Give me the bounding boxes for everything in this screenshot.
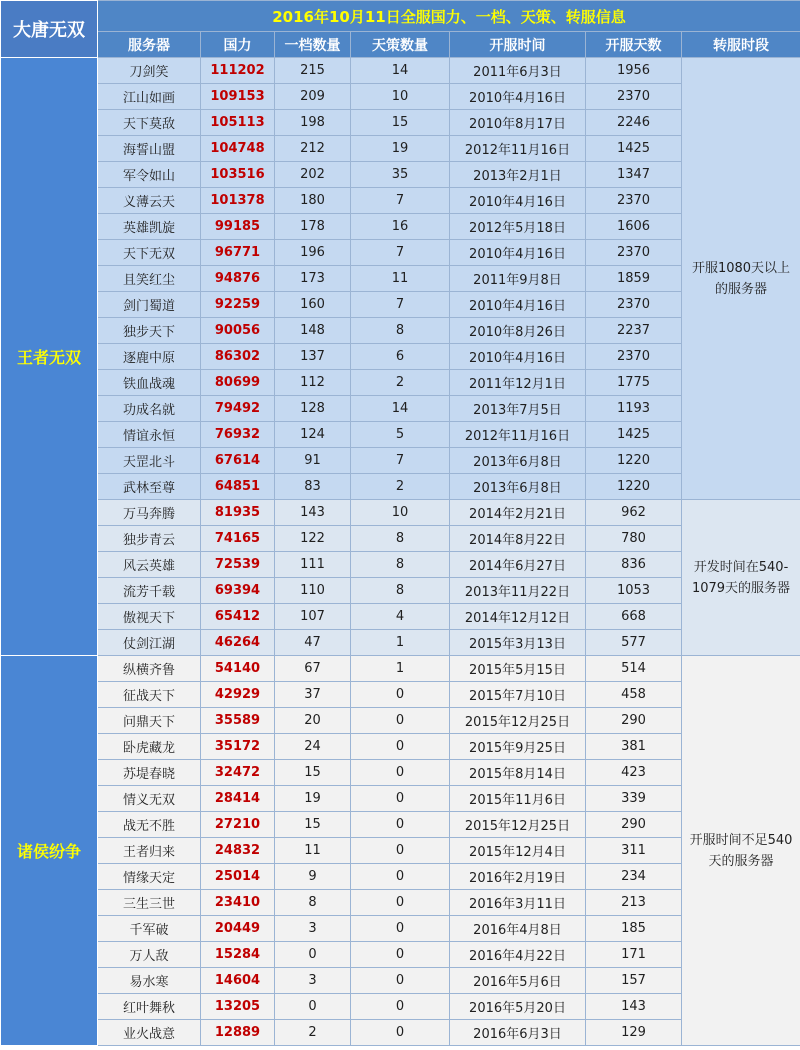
server-name-cell: 且笑红尘 <box>98 266 201 292</box>
tier1-count-cell: 3 <box>275 916 351 942</box>
open-date-cell: 2014年8月22日 <box>450 526 586 552</box>
tier1-count-cell: 0 <box>275 942 351 968</box>
tier1-count-cell: 215 <box>275 58 351 84</box>
server-name-cell: 义薄云天 <box>98 188 201 214</box>
power-cell: 65412 <box>201 604 275 630</box>
tiance-count-cell: 2 <box>351 370 450 396</box>
open-days-cell: 129 <box>586 1020 682 1046</box>
server-name-cell: 逐鹿中原 <box>98 344 201 370</box>
table-row <box>1 630 800 656</box>
power-cell: 35589 <box>201 708 275 734</box>
table-row <box>1 110 800 136</box>
open-days-cell: 213 <box>586 890 682 916</box>
tier1-count-cell: 11 <box>275 838 351 864</box>
tier1-count-cell: 91 <box>275 448 351 474</box>
title-row <box>1 1 800 32</box>
open-days-cell: 1193 <box>586 396 682 422</box>
tiance-count-cell: 2 <box>351 474 450 500</box>
open-date-cell: 2016年5月20日 <box>450 994 586 1020</box>
server-name-cell: 天下莫敌 <box>98 110 201 136</box>
open-date-cell: 2010年4月16日 <box>450 344 586 370</box>
tiance-count-cell: 14 <box>351 396 450 422</box>
server-name-cell: 情义无双 <box>98 786 201 812</box>
tiance-count-cell: 8 <box>351 578 450 604</box>
header-row <box>1 32 800 58</box>
tier1-count-cell: 67 <box>275 656 351 682</box>
open-days-cell: 1425 <box>586 422 682 448</box>
tiance-count-cell: 0 <box>351 838 450 864</box>
server-name-cell: 千军破 <box>98 916 201 942</box>
tiance-count-cell: 0 <box>351 942 450 968</box>
tiance-count-cell: 0 <box>351 682 450 708</box>
tier1-count-cell: 15 <box>275 812 351 838</box>
power-cell: 72539 <box>201 552 275 578</box>
power-cell: 69394 <box>201 578 275 604</box>
power-cell: 24832 <box>201 838 275 864</box>
power-cell: 23410 <box>201 890 275 916</box>
table-row <box>1 1020 800 1046</box>
tiance-count-cell: 0 <box>351 994 450 1020</box>
open-date-cell: 2013年11月22日 <box>450 578 586 604</box>
power-cell: 25014 <box>201 864 275 890</box>
power-cell: 46264 <box>201 630 275 656</box>
server-name-cell: 傲视天下 <box>98 604 201 630</box>
tier1-count-cell: 24 <box>275 734 351 760</box>
server-name-cell: 业火战意 <box>98 1020 201 1046</box>
open-date-cell: 2016年2月19日 <box>450 864 586 890</box>
open-date-cell: 2015年11月6日 <box>450 786 586 812</box>
tier1-count-cell: 122 <box>275 526 351 552</box>
tiance-count-cell: 0 <box>351 734 450 760</box>
open-days-cell: 836 <box>586 552 682 578</box>
tier1-count-cell: 3 <box>275 968 351 994</box>
open-days-cell: 458 <box>586 682 682 708</box>
tiance-count-cell: 7 <box>351 292 450 318</box>
tier1-count-cell: 2 <box>275 1020 351 1046</box>
open-days-cell: 339 <box>586 786 682 812</box>
header-tiance-count: 天策数量 <box>351 32 450 58</box>
table-row <box>1 994 800 1020</box>
server-name-cell: 苏堤春晓 <box>98 760 201 786</box>
open-date-cell: 2015年7月10日 <box>450 682 586 708</box>
open-date-cell: 2015年12月4日 <box>450 838 586 864</box>
tiance-count-cell: 0 <box>351 760 450 786</box>
transfer-period-cell: 开服时间不足540天的服务器 <box>682 656 800 1046</box>
power-cell: 12889 <box>201 1020 275 1046</box>
power-cell: 76932 <box>201 422 275 448</box>
tier1-count-cell: 0 <box>275 994 351 1020</box>
open-days-cell: 185 <box>586 916 682 942</box>
tiance-count-cell: 0 <box>351 890 450 916</box>
tier1-count-cell: 128 <box>275 396 351 422</box>
server-name-cell: 情缘天定 <box>98 864 201 890</box>
open-days-cell: 668 <box>586 604 682 630</box>
server-name-cell: 战无不胜 <box>98 812 201 838</box>
table-row <box>1 136 800 162</box>
server-name-cell: 征战天下 <box>98 682 201 708</box>
table-row <box>1 812 800 838</box>
power-cell: 86302 <box>201 344 275 370</box>
table-row <box>1 656 800 682</box>
open-date-cell: 2010年8月17日 <box>450 110 586 136</box>
table-row <box>1 604 800 630</box>
open-days-cell: 311 <box>586 838 682 864</box>
power-cell: 79492 <box>201 396 275 422</box>
open-date-cell: 2012年5月18日 <box>450 214 586 240</box>
power-cell: 14604 <box>201 968 275 994</box>
open-days-cell: 290 <box>586 812 682 838</box>
table-row <box>1 760 800 786</box>
power-cell: 92259 <box>201 292 275 318</box>
power-cell: 80699 <box>201 370 275 396</box>
tier1-count-cell: 143 <box>275 500 351 526</box>
open-days-cell: 1775 <box>586 370 682 396</box>
sheet-title: 2016年10月11日全服国力、一档、天策、转服信息 <box>98 1 800 32</box>
tier1-count-cell: 107 <box>275 604 351 630</box>
open-days-cell: 2370 <box>586 240 682 266</box>
open-date-cell: 2010年4月16日 <box>450 188 586 214</box>
server-name-cell: 独步天下 <box>98 318 201 344</box>
group-label: 诸侯纷争 <box>1 656 98 1046</box>
tiance-count-cell: 19 <box>351 136 450 162</box>
header-tier1-count: 一档数量 <box>275 32 351 58</box>
tiance-count-cell: 11 <box>351 266 450 292</box>
tier1-count-cell: 19 <box>275 786 351 812</box>
tiance-count-cell: 0 <box>351 812 450 838</box>
tier1-count-cell: 37 <box>275 682 351 708</box>
open-date-cell: 2010年4月16日 <box>450 84 586 110</box>
tiance-count-cell: 0 <box>351 786 450 812</box>
open-days-cell: 290 <box>586 708 682 734</box>
server-name-cell: 军令如山 <box>98 162 201 188</box>
table-row <box>1 942 800 968</box>
open-date-cell: 2015年12月25日 <box>450 812 586 838</box>
table-body <box>1 1 800 1046</box>
header-server: 服务器 <box>98 32 201 58</box>
transfer-period-cell: 开发时间在540-1079天的服务器 <box>682 500 800 656</box>
power-cell: 28414 <box>201 786 275 812</box>
open-date-cell: 2014年6月27日 <box>450 552 586 578</box>
tier1-count-cell: 173 <box>275 266 351 292</box>
power-cell: 105113 <box>201 110 275 136</box>
tiance-count-cell: 10 <box>351 500 450 526</box>
server-name-cell: 仗剑江湖 <box>98 630 201 656</box>
tier1-count-cell: 15 <box>275 760 351 786</box>
table-row <box>1 734 800 760</box>
group-label: 王者无双 <box>1 58 98 656</box>
open-days-cell: 2370 <box>586 84 682 110</box>
open-days-cell: 2237 <box>586 318 682 344</box>
tier1-count-cell: 9 <box>275 864 351 890</box>
power-cell: 74165 <box>201 526 275 552</box>
tiance-count-cell: 5 <box>351 422 450 448</box>
open-days-cell: 2370 <box>586 292 682 318</box>
tier1-count-cell: 178 <box>275 214 351 240</box>
open-date-cell: 2013年6月8日 <box>450 474 586 500</box>
table-row <box>1 266 800 292</box>
table-row <box>1 916 800 942</box>
table-row <box>1 422 800 448</box>
tier1-count-cell: 47 <box>275 630 351 656</box>
tiance-count-cell: 8 <box>351 552 450 578</box>
tiance-count-cell: 4 <box>351 604 450 630</box>
tier1-count-cell: 212 <box>275 136 351 162</box>
server-name-cell: 刀剑笑 <box>98 58 201 84</box>
table-row <box>1 838 800 864</box>
tiance-count-cell: 7 <box>351 448 450 474</box>
table-row <box>1 84 800 110</box>
tiance-count-cell: 6 <box>351 344 450 370</box>
table-row <box>1 214 800 240</box>
open-date-cell: 2012年11月16日 <box>450 136 586 162</box>
open-date-cell: 2013年7月5日 <box>450 396 586 422</box>
open-days-cell: 514 <box>586 656 682 682</box>
tier1-count-cell: 111 <box>275 552 351 578</box>
open-days-cell: 780 <box>586 526 682 552</box>
open-date-cell: 2015年3月13日 <box>450 630 586 656</box>
server-name-cell: 铁血战魂 <box>98 370 201 396</box>
server-name-cell: 风云英雄 <box>98 552 201 578</box>
tier1-count-cell: 198 <box>275 110 351 136</box>
server-name-cell: 江山如画 <box>98 84 201 110</box>
server-name-cell: 武林至尊 <box>98 474 201 500</box>
tiance-count-cell: 0 <box>351 1020 450 1046</box>
brand-label: 大唐无双 <box>1 1 98 58</box>
power-cell: 64851 <box>201 474 275 500</box>
power-cell: 15284 <box>201 942 275 968</box>
tiance-count-cell: 7 <box>351 240 450 266</box>
server-name-cell: 剑门蜀道 <box>98 292 201 318</box>
open-date-cell: 2015年12月25日 <box>450 708 586 734</box>
table-row <box>1 552 800 578</box>
server-name-cell: 万人敌 <box>98 942 201 968</box>
power-cell: 104748 <box>201 136 275 162</box>
header-open-date: 开服时间 <box>450 32 586 58</box>
table-row <box>1 890 800 916</box>
tier1-count-cell: 110 <box>275 578 351 604</box>
transfer-period-cell: 开服1080天以上的服务器 <box>682 58 800 500</box>
open-date-cell: 2010年4月16日 <box>450 292 586 318</box>
tiance-count-cell: 0 <box>351 916 450 942</box>
server-name-cell: 天罡北斗 <box>98 448 201 474</box>
tiance-count-cell: 7 <box>351 188 450 214</box>
tiance-count-cell: 8 <box>351 526 450 552</box>
power-cell: 101378 <box>201 188 275 214</box>
server-name-cell: 问鼎天下 <box>98 708 201 734</box>
open-days-cell: 1956 <box>586 58 682 84</box>
tier1-count-cell: 20 <box>275 708 351 734</box>
server-name-cell: 独步青云 <box>98 526 201 552</box>
table-row <box>1 448 800 474</box>
table-row <box>1 188 800 214</box>
server-name-cell: 红叶舞秋 <box>98 994 201 1020</box>
tier1-count-cell: 180 <box>275 188 351 214</box>
tiance-count-cell: 0 <box>351 708 450 734</box>
server-name-cell: 纵横齐鲁 <box>98 656 201 682</box>
open-date-cell: 2013年6月8日 <box>450 448 586 474</box>
power-cell: 54140 <box>201 656 275 682</box>
open-days-cell: 1347 <box>586 162 682 188</box>
table-row <box>1 58 800 84</box>
power-cell: 81935 <box>201 500 275 526</box>
table-row <box>1 968 800 994</box>
table-row <box>1 162 800 188</box>
tier1-count-cell: 137 <box>275 344 351 370</box>
table-row <box>1 500 800 526</box>
open-date-cell: 2012年11月16日 <box>450 422 586 448</box>
tier1-count-cell: 124 <box>275 422 351 448</box>
open-days-cell: 1220 <box>586 474 682 500</box>
tiance-count-cell: 14 <box>351 58 450 84</box>
server-name-cell: 王者归来 <box>98 838 201 864</box>
server-name-cell: 卧虎藏龙 <box>98 734 201 760</box>
open-date-cell: 2014年12月12日 <box>450 604 586 630</box>
open-date-cell: 2016年3月11日 <box>450 890 586 916</box>
tiance-count-cell: 1 <box>351 656 450 682</box>
open-days-cell: 143 <box>586 994 682 1020</box>
open-days-cell: 1220 <box>586 448 682 474</box>
open-date-cell: 2011年12月1日 <box>450 370 586 396</box>
table-row <box>1 370 800 396</box>
header-open-days: 开服天数 <box>586 32 682 58</box>
tier1-count-cell: 196 <box>275 240 351 266</box>
open-date-cell: 2010年4月16日 <box>450 240 586 266</box>
tiance-count-cell: 35 <box>351 162 450 188</box>
open-days-cell: 2246 <box>586 110 682 136</box>
open-days-cell: 1606 <box>586 214 682 240</box>
open-days-cell: 1425 <box>586 136 682 162</box>
open-days-cell: 577 <box>586 630 682 656</box>
open-days-cell: 2370 <box>586 344 682 370</box>
open-date-cell: 2016年4月8日 <box>450 916 586 942</box>
tiance-count-cell: 15 <box>351 110 450 136</box>
open-days-cell: 171 <box>586 942 682 968</box>
open-date-cell: 2014年2月21日 <box>450 500 586 526</box>
server-name-cell: 海誓山盟 <box>98 136 201 162</box>
power-cell: 103516 <box>201 162 275 188</box>
tier1-count-cell: 160 <box>275 292 351 318</box>
power-cell: 90056 <box>201 318 275 344</box>
power-cell: 20449 <box>201 916 275 942</box>
table-row <box>1 864 800 890</box>
tier1-count-cell: 148 <box>275 318 351 344</box>
open-days-cell: 1859 <box>586 266 682 292</box>
table-row <box>1 344 800 370</box>
tier1-count-cell: 83 <box>275 474 351 500</box>
open-days-cell: 381 <box>586 734 682 760</box>
table-row <box>1 786 800 812</box>
power-cell: 35172 <box>201 734 275 760</box>
open-date-cell: 2015年5月15日 <box>450 656 586 682</box>
server-name-cell: 天下无双 <box>98 240 201 266</box>
power-cell: 42929 <box>201 682 275 708</box>
tiance-count-cell: 10 <box>351 84 450 110</box>
power-cell: 109153 <box>201 84 275 110</box>
open-days-cell: 234 <box>586 864 682 890</box>
server-name-cell: 流芳千载 <box>98 578 201 604</box>
table-row <box>1 578 800 604</box>
tiance-count-cell: 1 <box>351 630 450 656</box>
server-name-cell: 万马奔腾 <box>98 500 201 526</box>
power-cell: 111202 <box>201 58 275 84</box>
table-row <box>1 708 800 734</box>
open-date-cell: 2010年8月26日 <box>450 318 586 344</box>
tier1-count-cell: 8 <box>275 890 351 916</box>
power-cell: 27210 <box>201 812 275 838</box>
server-name-cell: 功成名就 <box>98 396 201 422</box>
server-name-cell: 三生三世 <box>98 890 201 916</box>
open-date-cell: 2016年4月22日 <box>450 942 586 968</box>
open-date-cell: 2016年6月3日 <box>450 1020 586 1046</box>
open-days-cell: 2370 <box>586 188 682 214</box>
tier1-count-cell: 202 <box>275 162 351 188</box>
tier1-count-cell: 209 <box>275 84 351 110</box>
open-days-cell: 423 <box>586 760 682 786</box>
tiance-count-cell: 16 <box>351 214 450 240</box>
open-date-cell: 2011年6月3日 <box>450 58 586 84</box>
power-cell: 32472 <box>201 760 275 786</box>
table-row <box>1 396 800 422</box>
open-days-cell: 157 <box>586 968 682 994</box>
open-date-cell: 2016年5月6日 <box>450 968 586 994</box>
open-date-cell: 2011年9月8日 <box>450 266 586 292</box>
tier1-count-cell: 112 <box>275 370 351 396</box>
open-days-cell: 962 <box>586 500 682 526</box>
header-transfer-period: 转服时段 <box>682 32 800 58</box>
server-name-cell: 英雄凯旋 <box>98 214 201 240</box>
table-row <box>1 318 800 344</box>
tiance-count-cell: 0 <box>351 864 450 890</box>
table-row <box>1 240 800 266</box>
header-power: 国力 <box>201 32 275 58</box>
power-cell: 13205 <box>201 994 275 1020</box>
open-date-cell: 2013年2月1日 <box>450 162 586 188</box>
server-name-cell: 情谊永恒 <box>98 422 201 448</box>
open-date-cell: 2015年8月14日 <box>450 760 586 786</box>
open-date-cell: 2015年9月25日 <box>450 734 586 760</box>
table-row <box>1 526 800 552</box>
power-cell: 96771 <box>201 240 275 266</box>
table-row <box>1 682 800 708</box>
server-name-cell: 易水寒 <box>98 968 201 994</box>
table-row <box>1 474 800 500</box>
open-days-cell: 1053 <box>586 578 682 604</box>
tiance-count-cell: 0 <box>351 968 450 994</box>
power-cell: 67614 <box>201 448 275 474</box>
table-row <box>1 292 800 318</box>
tiance-count-cell: 8 <box>351 318 450 344</box>
power-cell: 94876 <box>201 266 275 292</box>
power-cell: 99185 <box>201 214 275 240</box>
